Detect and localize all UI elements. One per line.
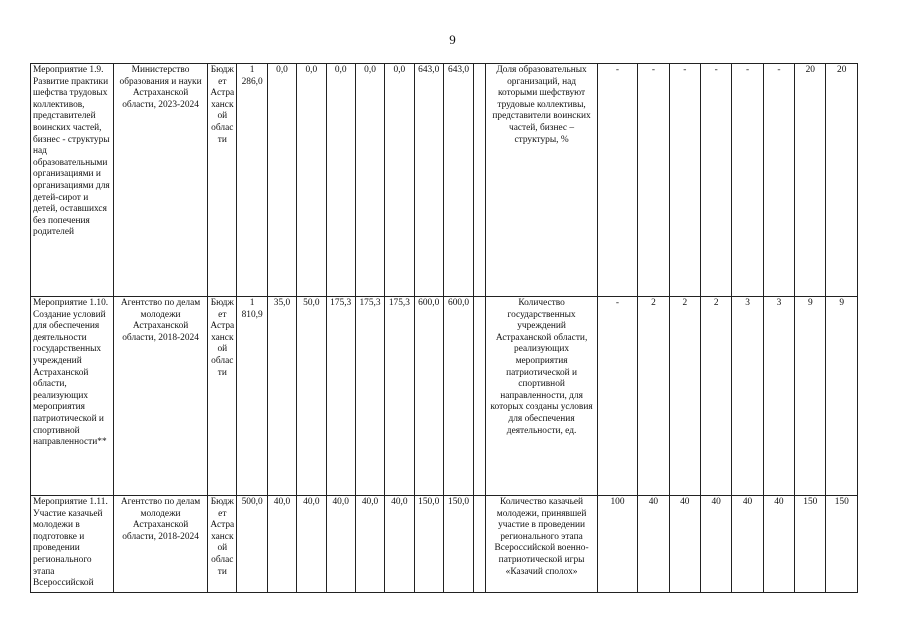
spacer-cell [474,297,486,496]
funding-source-cell: Бюджет Астраханской области [208,496,237,593]
indicator-value-cell: 2 [700,297,731,496]
executor-cell: Агентство по делам молодежи Астраханской области, 2018-2024 [114,297,208,496]
executor-cell: Министерство образования и науки Астраханской области, 2023-2024 [114,64,208,297]
funding-amount-cell: 643,0 [414,64,443,297]
indicator-value-cell: - [638,64,669,297]
indicator-value-cell: 100 [597,496,637,593]
page-number: 9 [449,32,456,47]
indicator-value-cell: 40 [700,496,731,593]
funding-amount-cell: 0,0 [385,64,414,297]
indicator-value-cell: - [700,64,731,297]
indicator-value-cell: - [763,64,794,297]
indicator-value-cell: 9 [795,297,826,496]
funding-amount-cell: 50,0 [297,297,326,496]
funding-amount-cell: 1 810,9 [237,297,267,496]
funding-amount-cell: 600,0 [414,297,443,496]
funding-amount-cell: 40,0 [326,496,355,593]
indicator-value-cell: - [597,297,637,496]
funding-amount-cell: 175,3 [355,297,384,496]
indicator-value-cell: 40 [732,496,763,593]
indicator-value-cell: 40 [669,496,700,593]
program-table [30,63,858,593]
measure-name-cell: Мероприятие 1.11. Участие казачьей молодежи в подготовке и проведении регионального этапа Всероссийской [31,496,114,593]
indicator-value-cell: 150 [826,496,858,593]
measure-name-cell: Мероприятие 1.9. Развитие практики шефства трудовых коллективов, представителей воинских частей, бизнес - структуры над образовательными организациями и организациями для детей-сирот и детей, оставшихся без попечения родителей [31,64,114,297]
indicator-cell: Количество казачьей молодежи, принявшей участие в проведении регионального этапа Всероссийской военно-патриотической игры «Казачий сполох» [486,496,597,593]
table-row [31,64,858,297]
funding-amount-cell: 40,0 [355,496,384,593]
indicator-value-cell: 3 [732,297,763,496]
measure-name-cell: Мероприятие 1.10. Создание условий для обеспечения деятельности государственных учреждений Астраханской области, реализующих мероприятия патриотической и спортивной направленности** [31,297,114,496]
table-row [31,297,858,496]
funding-amount-cell: 500,0 [237,496,267,593]
funding-amount-cell: 40,0 [267,496,296,593]
funding-amount-cell: 600,0 [443,297,473,496]
funding-amount-cell: 40,0 [385,496,414,593]
funding-amount-cell: 0,0 [355,64,384,297]
indicator-value-cell: 2 [669,297,700,496]
indicator-value-cell: - [597,64,637,297]
funding-amount-cell: 1 286,0 [237,64,267,297]
funding-source-cell: Бюджет Астраханской области [208,64,237,297]
funding-amount-cell: 0,0 [267,64,296,297]
indicator-value-cell: 2 [638,297,669,496]
funding-amount-cell: 150,0 [443,496,473,593]
indicator-value-cell: - [669,64,700,297]
indicator-value-cell: 9 [826,297,858,496]
funding-amount-cell: 643,0 [443,64,473,297]
funding-amount-cell: 175,3 [385,297,414,496]
funding-source-cell: Бюджет Астраханской области [208,297,237,496]
indicator-value-cell: 150 [795,496,826,593]
funding-amount-cell: 150,0 [414,496,443,593]
indicator-value-cell: 40 [763,496,794,593]
indicator-value-cell: - [732,64,763,297]
funding-amount-cell: 0,0 [326,64,355,297]
table-row [31,496,858,593]
spacer-cell [474,496,486,593]
funding-amount-cell: 40,0 [297,496,326,593]
funding-amount-cell: 35,0 [267,297,296,496]
executor-cell: Агентство по делам молодежи Астраханской области, 2018-2024 [114,496,208,593]
indicator-cell: Доля образовательных организаций, над которыми шефствуют трудовые коллективы, представители воинских частей, бизнес – структуры, % [486,64,597,297]
indicator-value-cell: 20 [826,64,858,297]
funding-amount-cell: 0,0 [297,64,326,297]
indicator-cell: Количество государственных учреждений Астраханской области, реализующих мероприятия патриотической и спортивной направленности, для которых созданы условия для обеспечения деятельности, ед. [486,297,597,496]
funding-amount-cell: 175,3 [326,297,355,496]
spacer-cell [474,64,486,297]
indicator-value-cell: 20 [795,64,826,297]
indicator-value-cell: 3 [763,297,794,496]
indicator-value-cell: 40 [638,496,669,593]
